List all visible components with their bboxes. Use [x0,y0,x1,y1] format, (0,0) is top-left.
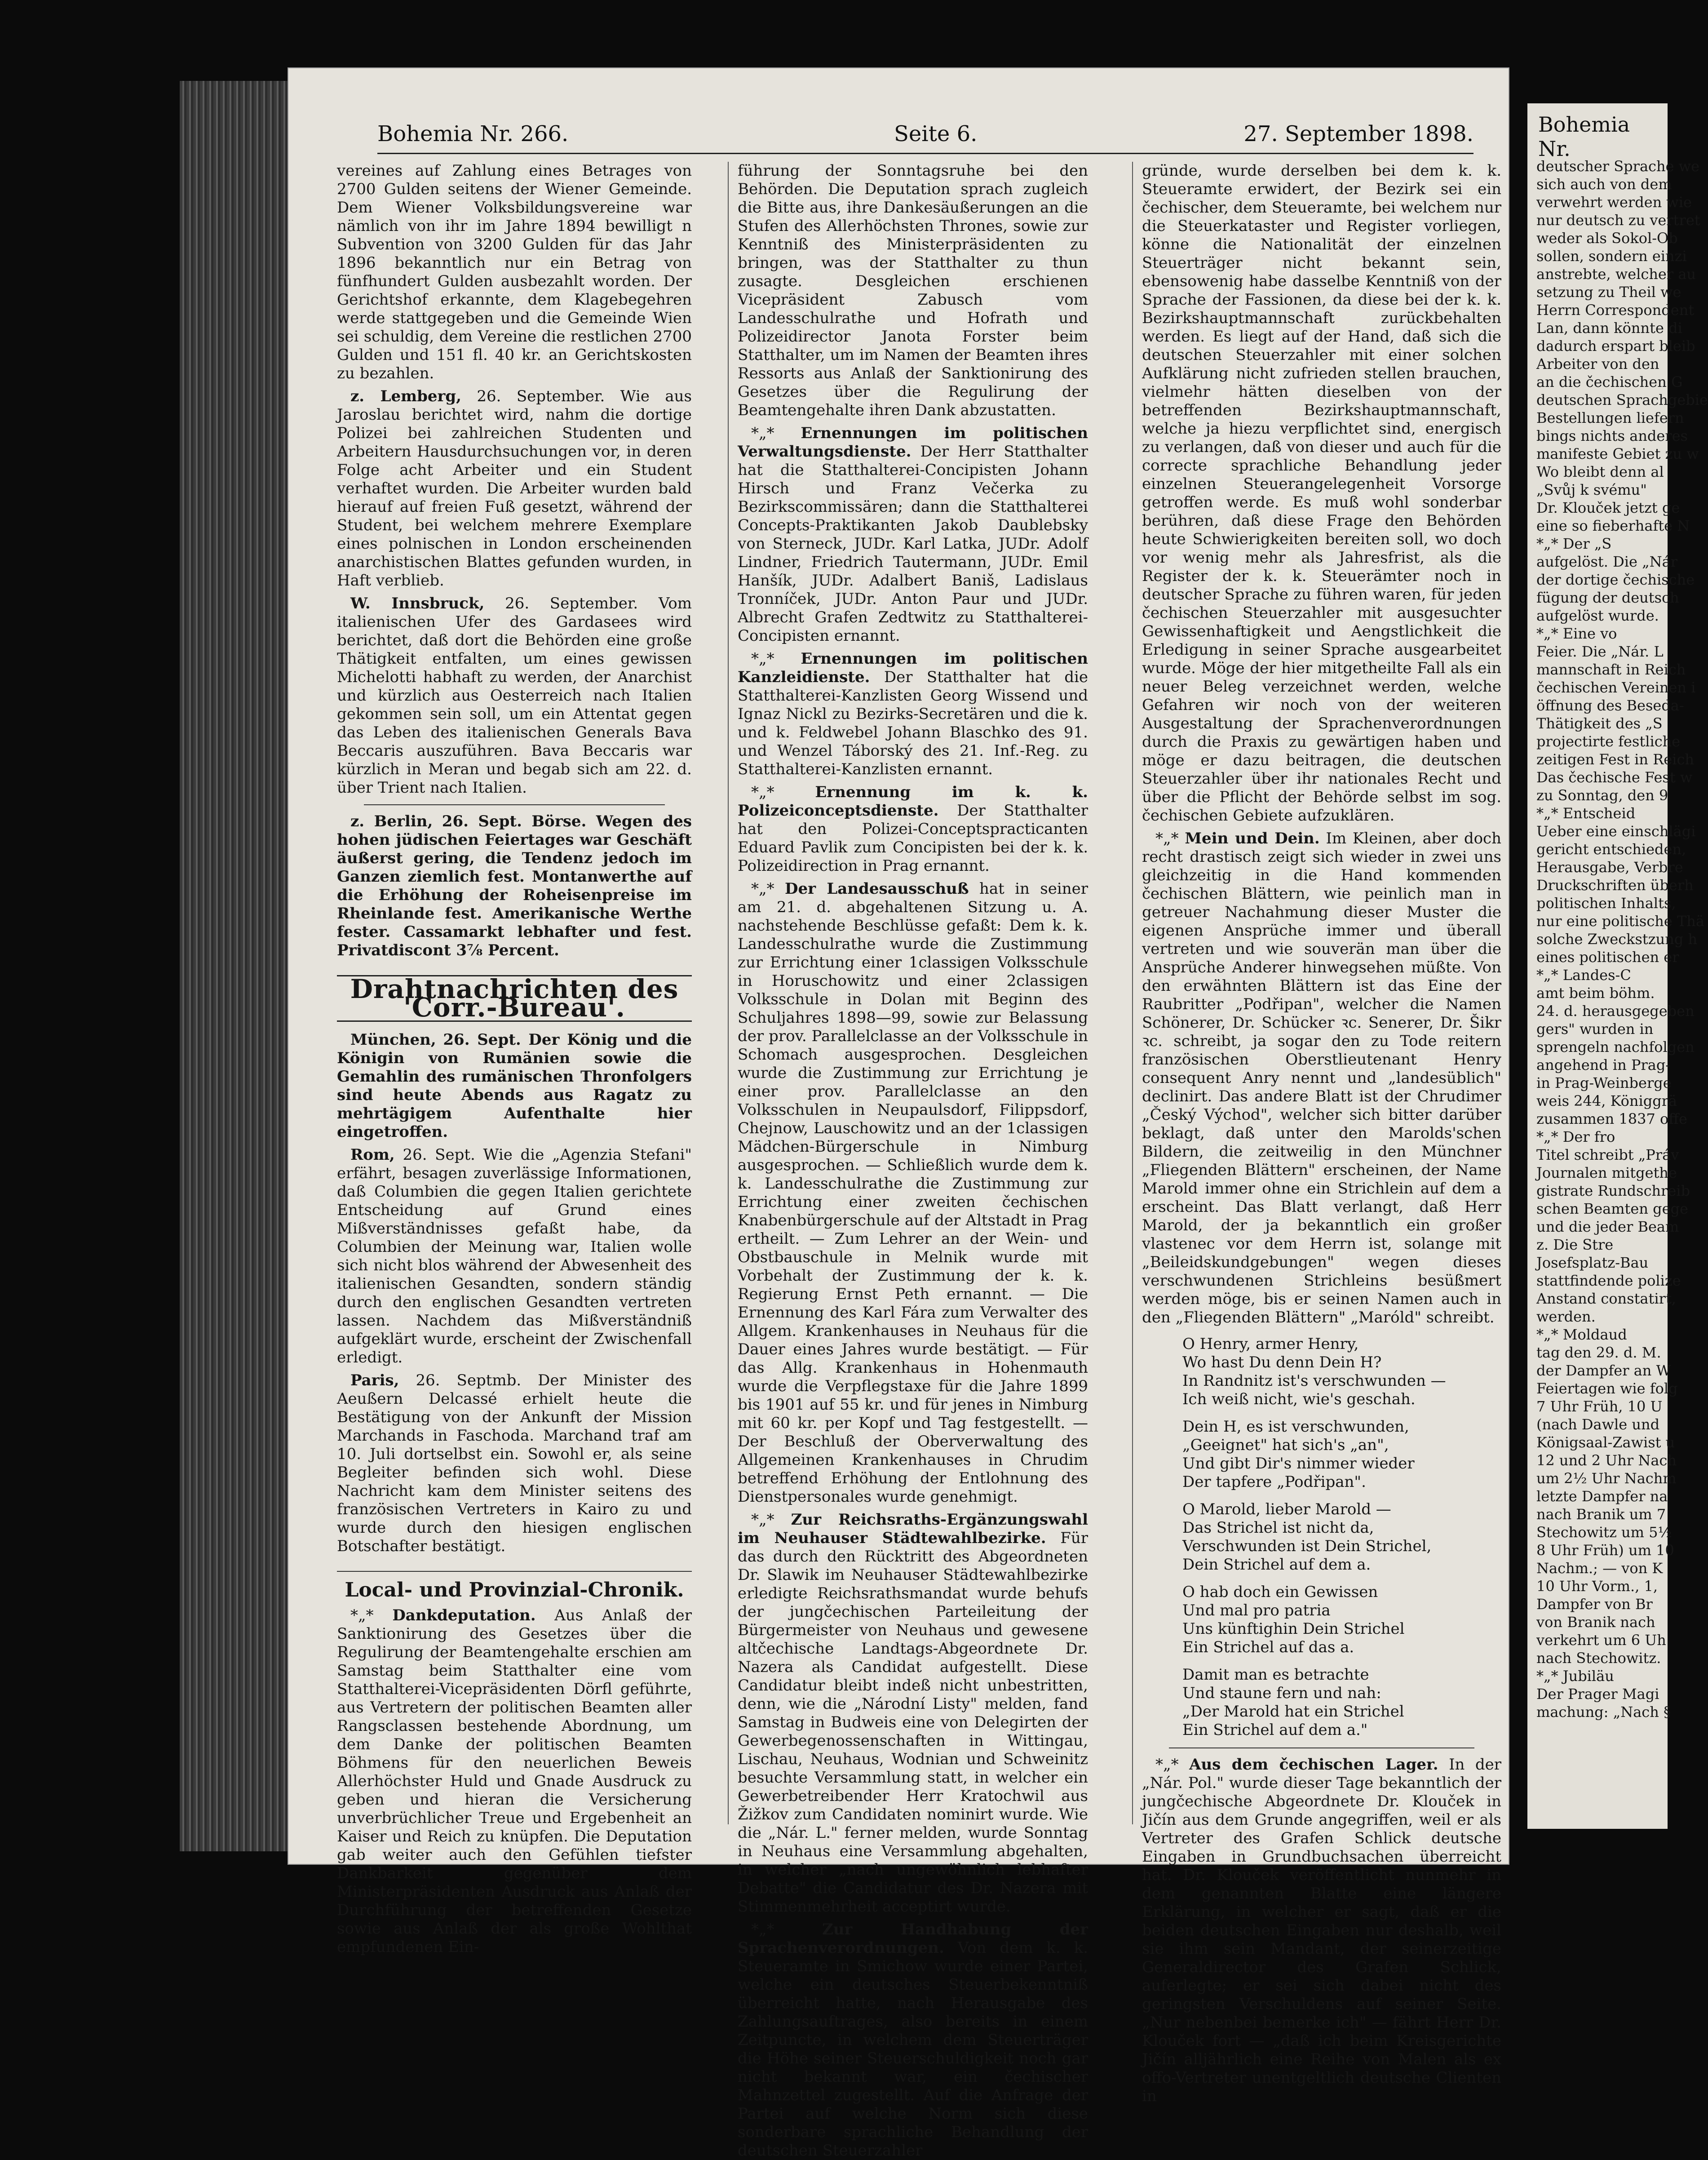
adjacent-page-line: „Svůj k svému" [1536,481,1647,498]
adjacent-page-line: Königsaal-Zawist u [1536,1434,1675,1451]
adjacent-page-line: *„* Der fro [1536,1128,1615,1145]
poem-line: Wo hast Du denn Dein H? [1182,1353,1382,1371]
poem-line: Und staune fern und nah: [1182,1684,1381,1702]
adjacent-page-line: bings nichts anderes [1536,427,1688,444]
adjacent-page-line: Journalen mitgethe [1536,1164,1677,1181]
poem-line: O Henry, armer Henry, [1182,1335,1359,1353]
article-berlin [337,812,692,960]
poem [1142,1335,1501,1739]
adjacent-page-line: *„* Der „S [1536,535,1612,552]
poem-line: Und mal pro patria [1182,1601,1331,1619]
adjacent-page-line: Anstand constatirt, [1536,1290,1676,1307]
dateline-place: Rom, [350,1146,395,1164]
poem-line [1182,1574,1501,1583]
poem-line [1182,1409,1501,1418]
column-1 [337,162,692,1956]
adjacent-page-line: amt beim böhm. [1536,985,1655,1002]
article-ernennungen-verwaltung: *„* Ernennungen im politischen Verwaltungsdienste. Der Herr Statthalter hat die Statthalterei-Concipisten Johann Hirsch und Franz Večerka zu Bezirkscommissären; dann die Statthalterei Concepts-Praktikanten Jakob Daublebsky von Sterneck, JUDr. Karl Latka, JUDr. Adolf Lindner, Friedrich Tautermann, JUDr. Emil Hanšík, JUDr. Adalbert Baniš, Ladislaus Tronníček, JUDr. Anton Paur und JUDr. Albrecht Grafen Zedtwitz zu Statthalterei-Concipisten ernannt. [738,424,1088,645]
article-text: Der Statthalter hat den Polizei-Conceptspracticanten Eduard Pavlik zum Concipisten bei der k. k. Polizeidirection in Prag ernannt. [738,802,1089,875]
adjacent-page-line: schen Beamten gege [1536,1200,1688,1217]
adjacent-page-line: gistrate Rundschreib [1536,1182,1690,1199]
adjacent-page-line: 7 Uhr Früh, 10 U [1536,1398,1663,1415]
adjacent-page-line: öffnung des Beseda- [1536,697,1684,714]
adjacent-page-line: um 2½ Uhr Nachm [1536,1470,1677,1487]
article-ernennung-polizei: *„* Ernennung im k. k. Polizeiconceptsdienste. Der Statthalter hat den Polizei-Conceptspracticanten Eduard Pavlik zum Concipisten bei der k. k. Polizeidirection in Prag ernannt. [738,783,1089,875]
adjacent-page-line: zeitigen Fest in Reich [1536,751,1694,768]
adjacent-page-line: sprengeln nachfolgen [1536,1038,1695,1056]
poem-line [1182,1491,1501,1500]
adjacent-page-line: projectirte festliche [1536,733,1681,750]
adjacent-page-line: mannschaft in Reich [1536,661,1686,678]
poem-line: Dein Strichel auf dem a. [1182,1556,1371,1574]
adjacent-page-line: nur deutsch zu vertret [1536,212,1700,229]
poem-line: Damit man es betrachte [1182,1666,1369,1684]
adjacent-page-line: Der Prager Magi [1536,1685,1659,1703]
adjacent-page-line: aufgelöst. Die „Nár [1536,553,1678,570]
adjacent-page-line: Das čechische Fest w [1536,769,1693,786]
article-reichsrath: *„* Zur Reichsraths-Ergänzungswahl im Neuhauser Städtewahlbezirke. Für das durch den Rücktritt des Abgeordneten Dr. Slawik im Neuhauser Städtewahlbezirke erledigte Reichsrathsmandat wurde behufs der jungčechischen Parteileitung der Bürgermeister von Neuhaus und gewesene altčechische Landtags-Abgeordnete Dr. Nazera als Candidat aufgestellt. Diese Candidatur bleibt indeß nicht unbestritten, denn, wie die „Národní Listy" melden, fand Samstag in Budweis eine von Delegirten der Gewerbegenossenschaften in Wittingau, Lischau, Neuhaus, Wodnian und Schweinitz besuchte Versammlung statt, in welcher ein Gewerbetreibender Herr Kratochwil aus Žižkov zum Candidaten nominirt wurde. Wie die „Nár. L." ferner melden, wurde Sonntag in Neuhaus eine Versammlung abgehalten, in welcher „nach ungewöhnlich lebhafter Debatte" die Candidatur des Dr. Nazera mit Stimmenmehrheit acceptirt wurde. [738,1511,1088,1916]
page-header [377,117,1473,154]
adjacent-page-line: fügung der deutsch [1536,589,1679,606]
dateline-place: W. Innsbruck, [350,594,485,612]
header-page-number: Seite 6. [894,121,978,146]
adjacent-page-line: Thätigkeit des „S [1536,715,1663,732]
poem-line: Ich weiß nicht, wie's geschah. [1182,1390,1416,1408]
adjacent-page-line: Nachm.; — von K [1536,1560,1663,1577]
article-text: 26. September. Wie aus Jaroslau berichtet wird, nahm die dortige Polizei bei zahlreichen Studenten und Arbeitern Hausdurchsuchungen vor, in deren Folge acht Arbeiter und ein Student verhaftet wurden. Die Arbeiter wurden bald hierauf auf freien Fuß gesetzt, während der Student, bei welchem mehrere Exemplare eines polnischen in London erscheinenden anarchistischen Blattes gefunden wurden, in Haft verblieb. [337,387,692,590]
adjacent-page-line: Bestellungen liefern [1536,409,1684,426]
article-paragraph: führung der Sonntagsruhe bei den Behörden. Die Deputation sprach zugleich die Bitte aus, ihre Dankesäußerungen an die Stufen des Allerhöchsten Thrones, sowie zur Kenntniß des Ministerpräsidenten zu bringen, was der Statthalter zu thun zusagte. Desgleichen erschienen Vicepräsident Zabusch vom Landesschulrathe und Hofrath und Polizeidirector Janota Forster beim Statthalter, um im Namen der Beamten ihres Ressorts aus Anlaß der Sanktionirung des Gesetzes über die Regulirung der Beamtengehalte ihren Dank abzustatten. [738,162,1088,419]
adjacent-page-line: anstrebte, welcher au [1536,266,1696,283]
adjacent-page-line: Dampfer von Br [1536,1596,1653,1613]
adjacent-page-line: nach Stechowitz. [1536,1650,1661,1667]
adjacent-page-line: 24. d. herausgegeben [1536,1002,1695,1020]
article-paragraph: gründe, wurde derselben bei dem k. k. Steueramte erwidert, der Bezirk sei ein čechischer, dem Steueramte, bei welchem nur die Steuerkataster und Register vorliegen, könne die Nationalität der einzelnen Steuerträger nicht bekannt sein, ebensowenig habe dasselbe Kenntniß von der Sprache der Fassionen, da diese bei der k. k. Bezirkshauptmannschaft zurückbehalten werden. Es liegt auf der Hand, daß sich die deutschen Steuerzahler mit einer solchen Aufklärung nicht zufrieden stellen brauchen, vielmehr hätten dieselben von der betreffenden Bezirkshauptmannschaft, welche ja hiezu verpflichtet sind, energisch zu verlangen, daß von dieser und auch für die correcte sprachliche Behandlung jeder einzelnen Steuerangelegenheit Vorsorge getroffen werde. Es muß wohl sonderbar berühren, daß diese Frage den Behörden heute Schwierigkeiten bereiten soll, wo doch vor wenig mehr als Jahresfrist, als die Register der k. k. Steuerämter noch in deutscher Sprache zu führen waren, für jeden čechischen Steuerzahler mit ausgesuchter Gewissenhaftigkeit und Aengstlichkeit die Erledigung in seiner Sprache ausgearbeitet wurde. Möge der hier mitgetheilte Fall als ein neuer Beleg verzeichnet werden, welche Gefahren wir noch von der weiteren Ausgestaltung der Sprachenverordnungen durch die Praxis zu gewärtigen haben und möge er dazu beitragen, die deutschen Steuerzahler über ihr nationales Recht und über die Pflicht der Behörde selbst im sog. čechischen Gebiete aufzuklären. [1142,162,1501,825]
header-masthead: Bohemia Nr. 266. [377,121,569,146]
adjacent-page-line: 12 und 2 Uhr Nach [1536,1452,1677,1469]
adjacent-page-line: politischen Inhalts, [1536,895,1676,912]
article-text: 26. Sept. Börse. Wegen des hohen jüdischen Feiertages war Geschäft äußerst gering, die Tendenz jedoch im Ganzen ziemlich fest. Montanwerthe auf die Erhöhung der Roheisenpreise im Rheinlande fest. Amerikanische Werthe fester. Cassamarkt lebhafter und fest. Privatdiscont 3⅞ Percent. [337,812,692,959]
article-text: Für das durch den Rücktritt des Abgeordneten Dr. Slawik im Neuhauser Städtewahlbezirke erledigte Reichsrathsmandat wurde behufs der jungčechischen Parteileitung der Bürgermeister von Neuhaus und gewesene altčechische Landtags-Abgeordnete Dr. Nazera als Candidat aufgestellt. Diese Candidatur bleibt indeß nicht unbestritten, denn, wie die „Národní Listy" melden, fand Samstag in Budweis eine von Delegirten der Gewerbegenossenschaften in Wittingau, Lischau, Neuhaus, Wodnian und Schweinitz besuchte Versammlung statt, in welcher ein Gewerbetreibender Herr Kratochwil aus Žižkov zum Candidaten nominirt wurde. Wie die „Nár. L." ferner melden, wurde Sonntag in Neuhaus eine Versammlung abgehalten, in welcher „nach ungewöhnlich lebhafter Debatte" die Candidatur des Dr. Nazera mit Stimmenmehrheit acceptirt wurde. [738,1529,1088,1916]
adjacent-page-line: *„* Jubiläu [1536,1668,1614,1685]
adjacent-page-line: *„* Landes-C [1536,967,1631,984]
adjacent-page-line: eines politischen er [1536,949,1679,966]
adjacent-page-line: dadurch erspart bleib [1536,337,1695,355]
column-3 [1132,162,1502,2105]
poem-line: Ein Strichel auf dem a." [1182,1721,1368,1739]
article-text: Aus Anlaß der Sanktionirung des Gesetzes über die Regulirung der Beamtengehalte erschien am Samstag beim Statthalter eine vom Statthalterei-Vicepräsidenten Dörfl geführte, aus Vertretern der politischen Beamten aller Rangsclassen bestehende Abordnung, um dem Danke der politischen Beamten Böhmens für den neuerlichen Beweis Allerhöchster Huld und Gnade Ausdruck zu geben und hieran die Versicherung unverbrüchlicher Treue und Ergebenheit an Kaiser und Reich zu knüpfen. Die Deputation gab weiter auch den Gefühlen tiefster Dankbarkeit gegenüber dem Ministerpräsidenten Ausdruck aus Anlaß der Durchführung der betreffenden Gesetze sowie aus Anlaß der als große Wohlthat empfundenen Ein- [337,1606,692,1956]
adjacent-page-line: an die čechischen G [1536,373,1683,390]
adjacent-page-line: Lan, dann könnte di [1536,319,1682,337]
dateline-place: z. Berlin, [350,812,433,830]
adjacent-page-line: 8 Uhr Früh) um 10 [1536,1542,1674,1559]
adjacent-page-line: der dortige čechische [1536,571,1695,588]
article-title: Dankdeputation. [392,1606,536,1624]
adjacent-page-line: (nach Dawle und [1536,1416,1660,1433]
poem-line [1182,1657,1501,1666]
adjacent-page-line: deutscher Sprache we [1536,158,1699,175]
dateline-place: Paris, [350,1371,399,1389]
adjacent-page-line: sollen, sondern einzi [1536,248,1687,265]
article-paris [337,1371,692,1556]
article-text: 26. Sept. Der König und die Königin von Rumänien sowie die Gemahlin des rumänischen Thronfolgers sind heute Abends aus Ragatz zu mehrtägigem Aufenthalte hier eingetroffen. [337,1031,692,1141]
adjacent-page-line: der Dampfer an W [1536,1362,1671,1379]
article-title: Der Landesausschuß [784,880,969,898]
adjacent-page-line: weder als Sokol-Ob [1536,230,1678,247]
dateline-place: München, [350,1031,436,1049]
poem-line: Verschwunden ist Dein Strichel, [1182,1537,1432,1555]
article-title: Zur Reichsraths-Ergänzungswahl im Neuhauser Städtewahlbezirke. [738,1511,1088,1547]
article-text: Der Herr Statthalter hat die Statthalterei-Concipisten Johann Hirsch und Franz Večerka zu Bezirkscommissären; dann die Statthalterei Concepts-Praktikanten Jakob Daublebsky von Sterneck, JUDr. Karl Latka, JUDr. Adolf Lindner, Friedrich Tautermann, JUDr. Emil Hanšík, JUDr. Adalbert Baniš, Ladislaus Tronníček, JUDr. Anton Paur und JUDr. Albrecht Grafen Zedtwitz zu Statthalterei-Concipisten ernannt. [738,443,1088,645]
adjacent-page-line: čechischen Vereinen i [1536,679,1696,696]
adjacent-page-line: sich auch von dem [1536,176,1672,193]
column-2 [728,162,1089,2160]
adjacent-page-line: setzung zu Theil we [1536,284,1681,301]
adjacent-page-line: *„* Eine vo [1536,625,1617,642]
poem-line: „Geeignet" hat sich's „an", [1182,1436,1389,1454]
adjacent-page-line: in Prag-Weinberge [1536,1074,1672,1091]
divider [364,804,665,805]
article-text: 26. Septmb. Der Minister des Aeußern Delcassé erhielt heute die Bestätigung von der Ankunft der Mission Marchands in Faschoda. Marchand traf am 10. Juli dortselbst ein. Sowohl er, als seine Begleiter befinden sich wohl. Diese Nachricht kam dem Minister seitens des französischen Vertreters in Kairo zu und wurde durch den hiesigen englischen Botschafter bestätigt. [337,1371,692,1555]
adjacent-page-line: Feiertagen wie folg [1536,1380,1678,1397]
adjacent-page-line: gericht entschieden, [1536,841,1686,858]
adjacent-page-line: nach Branik um 7 [1536,1506,1666,1523]
poem-line: O Marold, lieber Marold — [1182,1500,1391,1518]
poem-line: In Randnitz ist's verschwunden — [1182,1372,1446,1390]
adjacent-page-line: z. Die Stre [1536,1236,1614,1253]
adjacent-page-line: tag den 29. d. M. [1536,1344,1661,1361]
dateline-place: z. Lemberg, [350,387,461,405]
adjacent-page-line: manifeste Gebiet zu w [1536,445,1699,462]
adjacent-page-text [1536,157,1708,1721]
adjacent-page-line: machung: „Nach § [1536,1703,1671,1721]
section-title-telegrams: Drahtnachrichten des 'Corr.-Bureau'. [337,975,692,1022]
article-mein-und-dein: *„* Mein und Dein. Im Kleinen, aber doch recht drastisch zeigt sich wieder in zwei uns gleichzeitig in die Hand kommenden čechischen Blättern, wie peinlich man in getreuer Nachahmung dieser Muster die eigenen Ansprüche immer und überall vertreten und wie souverän man über die Ansprüche Anderer hinwegsehen müßte. Von den erwähnten Blättern ist das Eine der Raubritter „Podřipan", welcher die Namen Schönerer, Dr. Schücker ꝛc. Senerer, Dr. Šikr ꝛc. schreibt, ja sogar den zu Tode reitern französischen Oberstlieutenant Henry consequent Anry nennt und „landesüblich" declinirt. Das andere Blatt ist der Chrudimer „Český Východ", welcher sich bitter darüber beklagt, daß unter den Marolds'schen Bildern, die zeitweilig in den Münchner „Fliegenden Blättern" erscheinen, der Name Marold immer ohne ein Strichlein auf dem a erscheint. Das Blatt verlangt, daß Herr Marold, der ja bekanntlich ein großer vlastenec vor dem Herrn ist, solange mit „Beileidskundgebungen" wegen dieses verschwundenen Strichleins besüßmert werden möge, bis er seinen Namen auch in den „Fliegenden Blättern" „Maróld" schreibt. [1142,829,1501,1326]
adjacent-page-line: verkehrt um 6 Uh [1536,1632,1666,1649]
adjacent-page-header: Bohemia Nr. [1538,112,1630,161]
poem-line: Uns künftighin Dein Strichel [1182,1620,1405,1638]
poem-line: Und gibt Dir's nimmer wieder [1182,1455,1415,1473]
article-text: 26. Sept. Wie die „Agenzia Stefani" erfährt, besagen zuverlässige Informationen, daß Columbien die gegen Italien gerichtete Entscheidung auf Grund eines Mißverständnisses gefaßt habe, da Columbien der Meinung war, Italien wolle sich nicht blos während der Abwesenheit des italienischen Gesandten, sondern ständig durch den englischen Gesandten vertreten lassen. Nachdem das Mißverständniß aufgeklärt wurde, erscheint der Zwischenfall erledigt. [337,1146,692,1366]
adjacent-page [1527,103,1708,1829]
adjacent-page-line: Druckschriften überh [1536,877,1694,894]
article-title: Ernennung im k. k. Polizeiconceptsdienste. [738,783,1088,820]
adjacent-page-line: Herrn Correspondent [1536,302,1695,319]
adjacent-page-line: eine so fieberhafte N [1536,517,1690,534]
adjacent-page-line: Feier. Die „Nár. L [1536,643,1664,660]
adjacent-page-line: werden. [1536,1308,1596,1325]
poem-line: „Der Marold hat ein Strichel [1182,1703,1404,1721]
adjacent-page-line: Dr. Klouček jetzt ge [1536,499,1680,516]
article-rom [337,1146,692,1367]
adjacent-page-line: von Branik nach [1536,1614,1655,1631]
article-text: Der Statthalter hat die Statthalterei-Kanzlisten Georg Wissend und Ignaz Nickl zu Bezirks-Secretären und die k. und k. Feldwebel Johann Blaschko des 91. und Wenzel Táborský des 21. Inf.-Reg. zu Statthalterei-Kanzlisten ernannt. [738,668,1089,778]
adjacent-page-line: und die jeder Beam [1536,1218,1679,1235]
article-text: 26. September. Vom italienischen Ufer des Gardasees wird berichtet, daß dort die Behörden eine große Thätigkeit entfalten, um eines gewissen Michelotti habhaft zu werden, der Anarchist und kürzlich aus Oesterreich nach Italien gekommen sein soll, um ein Attentat gegen das Leben des italienischen Generals Bava Beccaris auszuführen. Bava Beccaris war kürzlich in Meran und begab sich am 22. d. über Trient nach Italien. [337,594,692,797]
adjacent-page-line: *„* Entscheid [1536,805,1636,822]
adjacent-page-line: deutschen Sprachgebie [1536,391,1708,408]
adjacent-page-line: nur eine politische Thä [1536,913,1704,930]
adjacent-page-line: *„* Moldaud [1536,1326,1627,1343]
article-ernennungen-kanzlei: *„* Ernennungen im politischen Kanzleidienste. Der Statthalter hat die Statthalterei-Kanzlisten Georg Wissend und Ignaz Nickl zu Bezirks-Secretären und die k. und k. Feldwebel Johann Blaschko des 91. und Wenzel Táborský des 21. Inf.-Reg. zu Statthalterei-Kanzlisten ernannt. [738,650,1089,778]
adjacent-page-line: solche Zweckstzung h [1536,931,1698,948]
article-title: Ernennungen im politischen Verwaltungsdienste. [738,424,1088,461]
adjacent-page-line: verwehrt werden wie [1536,194,1692,211]
adjacent-page-line: gers" wurden in [1536,1020,1654,1038]
article-text: Von dem k. k. Steueramte in Smichow wurde einer Partei, welche ein deutsches Steuerbekenntniß überreicht hatte, nach Herausgabe des Zahlungsauftrages, also bereits in einem Zeitpuncte, in welchem dem Steuerträger die Höhe seiner Steuerschuldigkeit noch gar nicht bekannt war, ein čechischer Mahnzettel zugestellt. Auf die Anfrage der Partei auf welche Norm sich diese sonderbare sprachliche Behandlung der deutschen Steuerzahler [738,1939,1089,2160]
article-text: Im Kleinen, aber doch recht drastisch zeigt sich wieder in zwei uns gleichzeitig in die Hand kommenden čechischen Blättern, wie peinlich man in getreuer Nachahmung dieser Muster die eigenen Ansprüche immer und überall vertreten und wie souverän man über die Ansprüche Anderer hinwegsehen müßte. Von den erwähnten Blättern ist das Eine der Raubritter „Podřipan", welcher die Namen Schönerer, Dr. Schücker ꝛc. Senerer, Dr. Šikr ꝛc. schreibt, ja sogar den zu Tode reitern französischen Oberstlieutenant Henry consequent Anry nennt und „landesüblich" declinirt. Das andere Blatt ist der Chrudimer „Český Východ", welcher sich bitter darüber beklagt, daß unter den Marolds'schen Bildern, die zeitweilig in den Münchner „Fliegenden Blättern" erscheinen, der Name Marold immer ohne ein Strichlein auf dem a erscheint. Das Blatt verlangt, daß Herr Marold, der ja bekanntlich ein großer vlastenec vor dem Herrn ist, solange mit „Beileidskundgebungen" wegen dieses verschwundenen Strichleins besüßmert werden möge, bis er seinen Namen auch in den „Fliegenden Blättern" „Maróld" schreibt. [1142,829,1501,1326]
article-landesausschuss: *„* Der Landesausschuß hat in seiner am 21. d. abgehaltenen Sitzung u. A. nachstehende Beschlüsse gefaßt: Dem k. k. Landesschulrathe wurde die Zustimmung zur Errichtung einer 1classigen Volksschule in Horuschowitz und einer 2classigen Volksschule in Dolan mit Beginn des Schuljahres 1898—99, sowie zur Belassung der prov. Parallelclasse an der Volksschule in Schomach ausgesprochen. Desgleichen wurde die Zustimmung zur Errichtung je einer prov. Parallelclasse an den Volksschulen in Neupaulsdorf, Filippsdorf, Chejnow, Lauschowitz und an der 1classigen Mädchen-Bürgerschule in Nimburg ausgesprochen. — Schließlich wurde dem k. k. Landesschulrathe die Zustimmung zur Errichtung einer zweiten čechischen Knabenbürgerschule auf der Altstadt in Prag ertheilt. — Zum Lehrer an der Wein- und Obstbauschule in Melnik wurde mit Vorbehalt der Zustimmung der k. k. Regierung Ernst Peth ernannt. — Die Ernennung des Karl Fára zum Verwalter des Allgem. Krankenhauses in Neuhaus für die Dauer eines Jahres wurde bestätigt. — Für das Allg. Krankenhaus in Hohenmauth wurde die Verpflegstaxe für die Jahre 1899 bis 1901 auf 55 kr. und für jenes in Nimburg mit 60 kr. per Kopf und Tag festgestellt. — Der Beschluß der Oberverwaltung des Allgemeinen Krankenhauses in Chrudim betreffend Erhöhung der Entlohnung des Dienstpersonales wurde genehmigt. [738,880,1089,1506]
poem-line: Das Strichel ist nicht da, [1182,1519,1374,1537]
adjacent-page-line: Stechowitz um 5½ [1536,1524,1672,1541]
article-title: Mein und Dein. [1185,829,1320,847]
article-title: Zur Handhabung der Sprachenverordnungen. [738,1920,1089,1957]
adjacent-page-line: angehend in Prag- [1536,1056,1671,1073]
article-title: Aus dem čechischen Lager. [1189,1756,1438,1774]
adjacent-page-line: Arbeiter von den [1536,355,1659,373]
adjacent-page-line: Titel schreibt „Práv [1536,1146,1679,1163]
poem-line: Dein H, es ist verschwunden, [1182,1418,1409,1436]
adjacent-page-line: 10 Uhr Vorm., 1, [1536,1578,1658,1595]
article-muenchen [337,1031,692,1141]
article-dankdeputation: *„* Dankdeputation. Aus Anlaß der Sanktionirung des Gesetzes über die Regulirung der Beamtengehalte erschien am Samstag beim Statthalter eine vom Statthalterei-Vicepräsidenten Dörfl geführte, aus Vertretern der politischen Beamten aller Rangsclassen bestehende Abordnung, um dem Danke der politischen Beamten Böhmens für den neuerlichen Beweis Allerhöchster Huld und Gnade Ausdruck zu geben und hieran die Versicherung unverbrüchlicher Treue und Ergebenheit an Kaiser und Reich zu knüpfen. Die Deputation gab weiter auch den Gefühlen tiefster Dankbarkeit gegenüber dem Ministerpräsidenten Ausdruck aus Anlaß der Durchführung der betreffenden Gesetze sowie aus Anlaß der als große Wohlthat empfundenen Ein- [337,1606,692,1956]
section-title-chronik: Local- und Provinzial-Chronik. [337,1571,692,1599]
article-text: In der „Nár. Pol." wurde dieser Tage bekanntlich der jungčechische Abgeordnete Dr. Klouček in Jičín aus dem Grunde angegriffen, weil er als Vertreter des Grafen Schlick deutsche Eingaben in Grundbuchsachen überreicht hat. Dr. Klouček veröffentlicht nunmehr in dem genannten Blatte eine längere Erklärung, in welcher er sagt, daß er die beiden deutschen Eingaben nur deshalb, weil sie ihm sein Mandant, der seinerzeitige Generaldirector des Grafen Schlick, auferlegte; er sei sich dabei nicht des geringsten Verschuldens auf seiner Seite. „Nur nebenbei bemerke ich" — fährt Herr Dr. Klouček fort — „daß ich beim Kreisgerichte Jičín alljährlich eine Reihe von Malen als ex offo-Vertreter unentgeltlich deutsche Clienten in [1142,1756,1502,2105]
newspaper-page [288,67,1509,2160]
article-title: Ernennungen im politischen Kanzleidienste. [738,650,1088,686]
adjacent-page-line: Josefsplatz-Bau [1536,1254,1649,1271]
header-date: 27. September 1898. [1243,121,1473,146]
adjacent-page-line: zu Sonntag, den 9 [1536,787,1668,804]
poem-line: Ein Strichel auf das a. [1182,1638,1354,1656]
adjacent-page-line: zusammen 1837 offe [1536,1110,1687,1127]
adjacent-page-line: weis 244, Königgrä [1536,1092,1677,1109]
adjacent-page-line: Herausgabe, Verbre [1536,859,1683,876]
article-text: hat in seiner am 21. d. abgehaltenen Sitzung u. A. nachstehende Beschlüsse gefaßt: Dem k. k. Landesschulrathe wurde die Zustimmung zur Errichtung einer 1classigen Volksschule in Horuschowitz und einer 2classigen Volksschule in Dolan mit Beginn des Schuljahres 1898—99, sowie zur Belassung der prov. Parallelclasse an der Volksschule in Schomach ausgesprochen. Desgleichen wurde die Zustimmung zur Errichtung je einer prov. Parallelclasse an den Volksschulen in Neupaulsdorf, Filippsdorf, Chejnow, Lauschowitz und an der 1classigen Mädchen-Bürgerschule in Nimburg ausgesprochen. — Schließlich wurde dem k. k. Landesschulrathe die Zustimmung zur Errichtung einer zweiten čechischen Knabenbürgerschule auf der Altstadt in Prag ertheilt. — Zum Lehrer an der Wein- und Obstbauschule in Melnik wurde mit Vorbehalt der Zustimmung der k. k. Regierung Ernst Peth ernannt. — Die Ernennung des Karl Fára zum Verwalter des Allgem. Krankenhauses in Neuhaus für die Dauer eines Jahres wurde bestätigt. — Für das Allg. Krankenhaus in Hohenmauth wurde die Verpflegstaxe für die Jahre 1899 bis 1901 auf 55 kr. und für jenes in Nimburg mit 60 kr. per Kopf und Tag festgestellt. — Der Beschluß der Oberverwaltung des Allgemeinen Krankenhauses in Chrudim betreffend Erhöhung der Entlohnung des Dienstpersonales wurde genehmigt. [738,880,1089,1506]
article-cechisches-lager: *„* Aus dem čechischen Lager. In der „Nár. Pol." wurde dieser Tage bekanntlich der jungčechische Abgeordnete Dr. Klouček in Jičín aus dem Grunde angegriffen, weil er als Vertreter des Grafen Schlick deutsche Eingaben in Grundbuchsachen überreicht hat. Dr. Klouček veröffentlicht nunmehr in dem genannten Blatte eine längere Erklärung, in welcher er sagt, daß er die beiden deutschen Eingaben nur deshalb, weil sie ihm sein Mandant, der seinerzeitige Generaldirector des Grafen Schlick, auferlegte; er sei sich dabei nicht des geringsten Verschuldens auf seiner Seite. „Nur nebenbei bemerke ich" — fährt Herr Dr. Klouček fort — „daß ich beim Kreisgerichte Jičín alljährlich eine Reihe von Malen als ex offo-Vertreter unentgeltlich deutsche Clienten in [1142,1756,1502,2105]
article-paragraph: vereines auf Zahlung eines Betrages von 2700 Gulden seitens der Wiener Gemeinde. Dem Wiener Volksbildungsvereine war nämlich von ihr im Jahre 1894 bewilligt n Subvention von 3200 Gulden für das Jahr 1896 bekanntlich nur ein Betrag von fünfhundert Gulden ausbezahlt worden. Der Gerichtshof erkannte, dem Klagebegehren werde stattgegeben und die Gemeinde Wien sei schuldig, dem Vereine die restlichen 2700 Gulden und 151 fl. 40 kr. an Gerichtskosten zu bezahlen. [337,162,692,382]
adjacent-page-line: letzte Dampfer na [1536,1488,1668,1505]
adjacent-page-line: Ueber eine einschlägi [1536,823,1696,840]
poem-line: Der tapfere „Podřipan". [1182,1473,1366,1491]
adjacent-page-line: aufgelöst wurde. [1536,607,1659,624]
poem-line: O hab doch ein Gewissen [1182,1583,1378,1601]
article-innsbruck [337,594,692,797]
adjacent-page-line: Wo bleibt denn al [1536,463,1664,480]
article-sprachenverordnungen: *„* Zur Handhabung der Sprachenverordnungen. Von dem k. k. Steueramte in Smichow wurde einer Partei, welche ein deutsches Steuerbekenntniß überreicht hatte, nach Herausgabe des Zahlungsauftrages, also bereits in einem Zeitpuncte, in welchem dem Steuerträger die Höhe seiner Steuerschuldigkeit noch gar nicht bekannt war, ein čechischer Mahnzettel zugestellt. Auf die Anfrage der Partei auf welche Norm sich diese sonderbare sprachliche Behandlung der deutschen Steuerzahler [738,1920,1089,2160]
adjacent-page-line: stattfindende polize [1536,1272,1681,1289]
article-lemberg [337,387,692,590]
